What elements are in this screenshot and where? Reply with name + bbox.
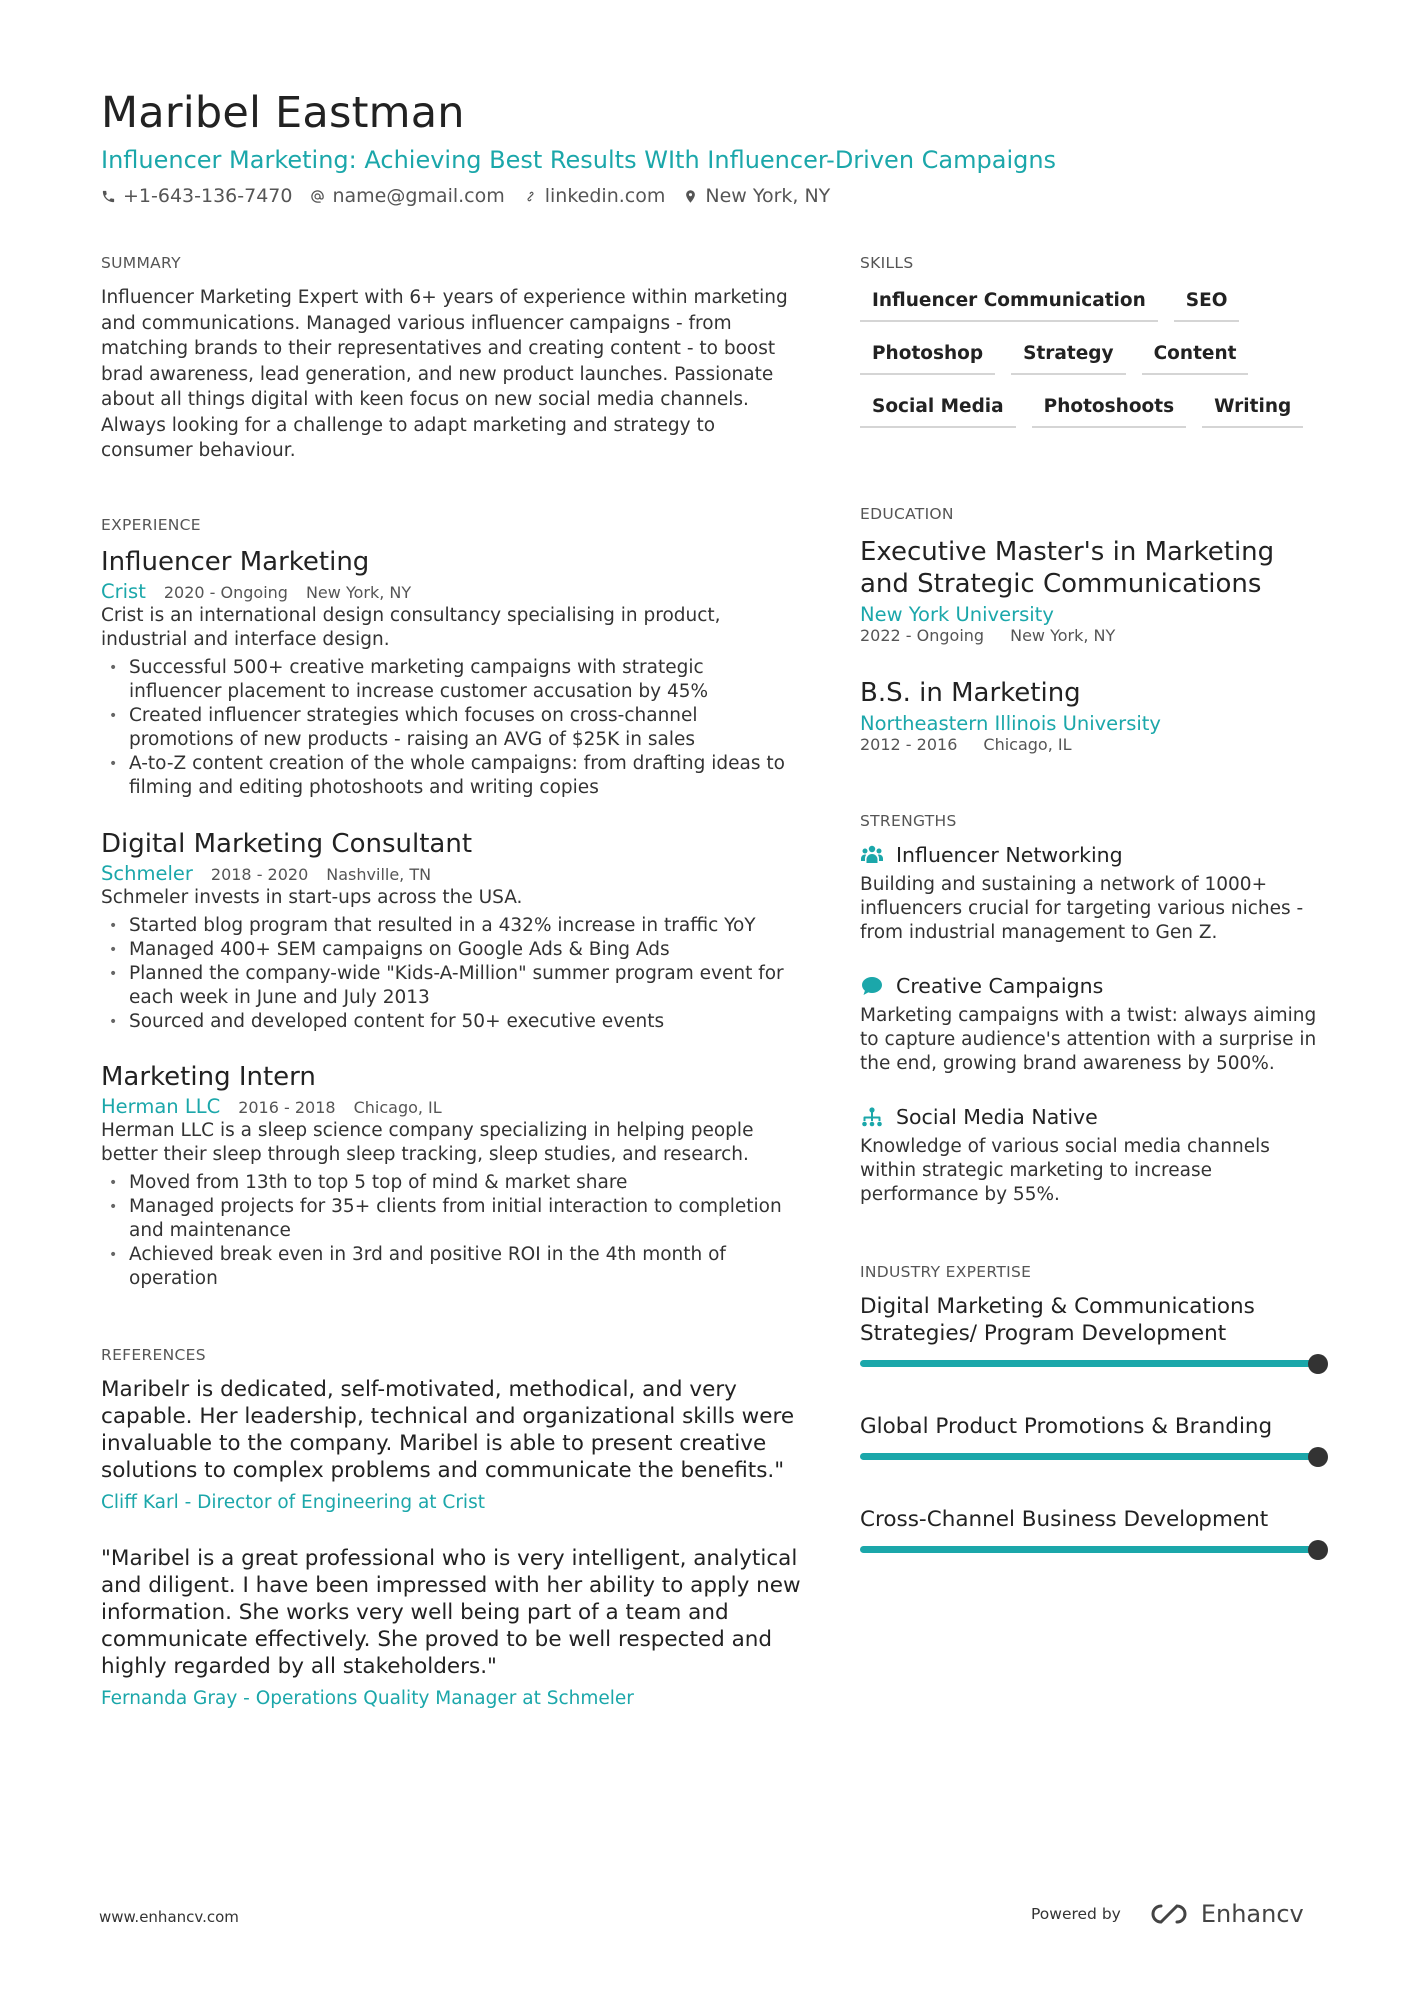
education-meta — [860, 735, 1330, 754]
education-school: New York University — [860, 603, 1054, 626]
chat-bubble-icon — [860, 974, 884, 998]
skill-tag: Content — [1142, 338, 1249, 375]
expertise-bar — [860, 1546, 1318, 1553]
candidate-title: Influencer Marketing: Achieving Best Results WIth Influencer-Driven Campaigns — [101, 146, 1057, 174]
expertise-entry — [860, 1506, 1330, 1553]
expertise-bar-fill — [860, 1546, 1318, 1553]
education-entry — [860, 536, 1330, 645]
job-bullet: • Sourced and developed content for 50+ executive events — [101, 1010, 791, 1034]
link-icon — [523, 189, 538, 204]
job-bullet: • Planned the company-wide "Kids-A-Million" summer program event for each week in June and July 2013 — [101, 962, 791, 1010]
strengths-heading: STRENGTHS — [860, 812, 957, 830]
education-location: Chicago, IL — [983, 735, 1072, 754]
footer-branding — [1031, 1900, 1304, 1928]
strength-title: Creative Campaigns — [896, 974, 1104, 998]
strength-title: Influencer Networking — [896, 843, 1123, 867]
education-entry — [860, 677, 1330, 754]
expertise-heading: INDUSTRY EXPERTISE — [860, 1263, 1032, 1281]
brand-logo[interactable] — [1147, 1900, 1304, 1928]
job-bullets — [101, 1171, 791, 1291]
skill-tag: Photoshoots — [1032, 391, 1186, 428]
job-company: Herman LLC — [101, 1095, 221, 1118]
expertise-entry — [860, 1413, 1330, 1460]
skill-tag: Social Media — [860, 391, 1016, 428]
strength-description: Knowledge of various social media channels within strategic marketing to increase performance by 55%. — [860, 1136, 1270, 1205]
job-meta — [101, 862, 791, 885]
skills-heading: SKILLS — [860, 254, 914, 272]
skill-tag: Strategy — [1011, 338, 1125, 375]
job-bullets — [101, 656, 791, 800]
job-meta — [101, 1095, 791, 1118]
contact-linkedin[interactable] — [523, 185, 666, 207]
skill-row — [860, 285, 1320, 322]
reference-entry — [101, 1545, 801, 1709]
job-bullets — [101, 914, 791, 1034]
job-location: Nashville, TN — [326, 865, 432, 884]
footer-website[interactable]: www.enhancv.com — [99, 1908, 239, 1926]
phone-icon — [101, 189, 116, 204]
education-meta — [860, 626, 1330, 645]
skills-list — [860, 285, 1320, 444]
powered-by-text: Powered by — [1031, 1905, 1121, 1923]
skill-tag: Photoshop — [860, 338, 995, 375]
job-entry — [101, 546, 791, 800]
references-heading: REFERENCES — [101, 1346, 206, 1364]
expertise-bar-knob — [1308, 1447, 1328, 1467]
job-dates: 2020 - Ongoing — [163, 583, 288, 602]
enhancv-logo-icon — [1147, 1901, 1193, 1927]
contact-phone[interactable] — [101, 185, 292, 207]
reference-quote: Maribelr is dedicated, self-motivated, methodical, and very capable. Her leadership, technical and organizational skills were invaluable to the company. Maribel is able to present creative solutions to complex problems and communicate the benefits." — [101, 1377, 795, 1483]
job-description: Schmeler invests in start-ups across the USA. — [101, 887, 523, 908]
strength-header — [860, 974, 1330, 998]
skill-row — [860, 338, 1320, 375]
job-description: Herman LLC is a sleep science company specializing in helping people better their sleep through sleep tracking, sleep studies, and research. — [101, 1120, 754, 1165]
summary-heading: SUMMARY — [101, 254, 181, 272]
job-entry — [101, 828, 791, 1034]
job-location: New York, NY — [305, 583, 412, 602]
education-school: Northeastern Illinois University — [860, 712, 1161, 735]
job-bullet: • Started blog program that resulted in a 432% increase in traffic YoY — [101, 914, 791, 938]
job-title: Digital Marketing Consultant — [101, 829, 473, 859]
strength-header — [860, 1105, 1330, 1129]
linkedin-text: linkedin.com — [544, 185, 666, 207]
candidate-name: Maribel Eastman — [101, 88, 465, 138]
education-dates: 2012 - 2016 — [860, 735, 958, 754]
job-bullet: • Achieved break even in 3rd and positive ROI in the 4th month of operation — [101, 1243, 791, 1291]
education-location: New York, NY — [1010, 626, 1116, 645]
job-bullet: • Created influencer strategies which focuses on cross-channel promotions of new products - raising an AVG of $25K in sales — [101, 704, 791, 752]
contact-email[interactable] — [310, 185, 504, 207]
strength-description: Marketing campaigns with a twist: always aiming to capture audience's attention with a surprise in the end, growing brand awareness by 500%. — [860, 1005, 1317, 1074]
education-degree: B.S. in Marketing — [860, 678, 1081, 708]
strength-entry — [860, 974, 1330, 1076]
expertise-bar-knob — [1308, 1354, 1328, 1374]
education-dates: 2022 - Ongoing — [860, 626, 985, 645]
users-icon — [860, 843, 884, 867]
job-bullet: • Moved from 13th to top 5 top of mind & market share — [101, 1171, 791, 1195]
contact-location — [683, 185, 830, 207]
job-description: Crist is an international design consultancy specialising in product, industrial and interface design. — [101, 605, 721, 650]
reference-quote: "Maribel is a great professional who is very intelligent, analytical and diligent. I have been impressed with her ability to apply new information. She works very well being part of a team and communicate effectively. She proved to be well respected and highly regarded by all stakeholders." — [101, 1546, 801, 1679]
job-bullet: • Successful 500+ creative marketing campaigns with strategic influencer placement to increase customer accusation by 45% — [101, 656, 791, 704]
strength-entry — [860, 843, 1330, 945]
strength-entry — [860, 1105, 1330, 1207]
skill-row — [860, 391, 1320, 428]
education-degree: Executive Master's in Marketing and Strategic Communications — [860, 537, 1275, 599]
strength-header — [860, 843, 1330, 867]
contact-bar — [101, 185, 830, 207]
expertise-bar — [860, 1453, 1318, 1460]
job-dates: 2016 - 2018 — [238, 1098, 336, 1117]
education-heading: EDUCATION — [860, 505, 954, 523]
expertise-bar-fill — [860, 1360, 1318, 1367]
expertise-bar-knob — [1308, 1540, 1328, 1560]
job-meta — [101, 580, 791, 603]
summary-text: Influencer Marketing Expert with 6+ years of experience within marketing and communications. Managed various influencer campaigns - from matching brands to their representatives and creating content - to boost brad awareness, lead generation, and new product launches. Passionate about all things digital with keen focus on new social media channels. Always looking for a challenge to adapt marketing and strategy to consumer behaviour. — [101, 287, 788, 461]
expertise-label: Cross-Channel Business Development — [860, 1507, 1269, 1532]
job-dates: 2018 - 2020 — [210, 865, 309, 884]
network-icon — [860, 1105, 884, 1129]
expertise-label: Digital Marketing & Communications Strategies/ Program Development — [860, 1294, 1255, 1346]
experience-heading: EXPERIENCE — [101, 516, 201, 534]
job-company: Crist — [101, 580, 146, 603]
brand-name: Enhancv — [1200, 1900, 1304, 1928]
strength-description: Building and sustaining a network of 1000+ influencers crucial for targeting various niches - from industrial management to Gen Z. — [860, 874, 1304, 943]
job-title: Influencer Marketing — [101, 547, 370, 577]
job-title: Marketing Intern — [101, 1062, 316, 1092]
strength-title: Social Media Native — [896, 1105, 1098, 1129]
skill-tag: Influencer Communication — [860, 285, 1158, 322]
job-bullet: • Managed 400+ SEM campaigns on Google Ads & Bing Ads — [101, 938, 791, 962]
job-entry — [101, 1061, 791, 1291]
email-text: name@gmail.com — [332, 185, 505, 207]
expertise-entry — [860, 1293, 1330, 1367]
reference-author: Cliff Karl - Director of Engineering at Crist — [101, 1492, 485, 1513]
expertise-bar-fill — [860, 1453, 1318, 1460]
expertise-bar — [860, 1360, 1318, 1367]
job-bullet: • A-to-Z content creation of the whole campaigns: from drafting ideas to filming and editing photoshoots and writing copies — [101, 752, 791, 800]
reference-author: Fernanda Gray - Operations Quality Manager at Schmeler — [101, 1688, 634, 1709]
expertise-label: Global Product Promotions & Branding — [860, 1414, 1273, 1439]
at-icon — [310, 189, 325, 204]
reference-entry — [101, 1376, 801, 1513]
job-location: Chicago, IL — [353, 1098, 442, 1117]
job-company: Schmeler — [101, 862, 193, 885]
location-pin-icon — [683, 189, 698, 204]
location-text: New York, NY — [705, 185, 831, 207]
job-bullet: • Managed projects for 35+ clients from initial interaction to completion and maintenance — [101, 1195, 791, 1243]
skill-tag: SEO — [1174, 285, 1240, 322]
skill-tag: Writing — [1202, 391, 1303, 428]
phone-text: +1-643-136-7470 — [123, 185, 293, 207]
